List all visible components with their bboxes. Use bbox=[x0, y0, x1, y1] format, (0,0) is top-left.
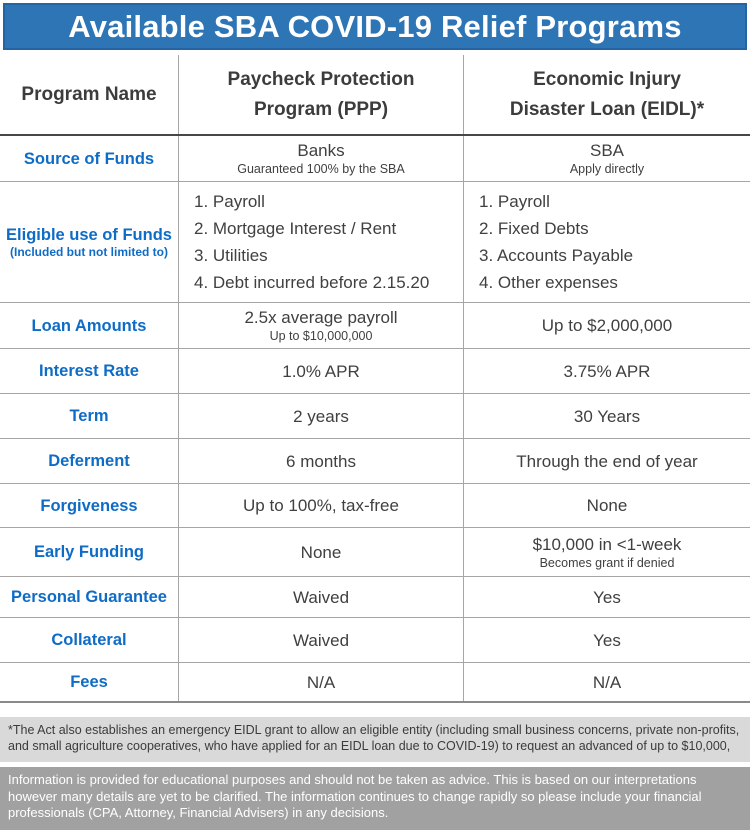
cell-subtext: Guaranteed 100% by the SBA bbox=[237, 162, 405, 176]
table-header-row bbox=[0, 55, 750, 136]
row-label: Personal Guarantee bbox=[11, 588, 167, 606]
eidl-cell bbox=[463, 136, 750, 181]
table-body bbox=[0, 136, 750, 703]
disclaimer: Information is provided for educational purposes and should not be taken as advice. This is based on our interpretations however many details are yet to be clarified. The information continues to change rapidly so please include your financial professionals (CPA, Attorney, Financial Advisers) in any decisions. bbox=[0, 767, 750, 830]
ppp-cell bbox=[178, 439, 463, 483]
page-title: Available SBA COVID-19 Relief Programs bbox=[68, 8, 682, 44]
ppp-cell bbox=[178, 484, 463, 527]
row-label-cell bbox=[0, 484, 178, 527]
column-header-program-name bbox=[0, 55, 178, 134]
cell-subtext: Up to $10,000,000 bbox=[269, 329, 373, 343]
list-item: 4. Debt incurred before 2.15.20 bbox=[194, 273, 430, 292]
comparison-table bbox=[0, 55, 750, 703]
table-row bbox=[0, 577, 750, 618]
cell-value: N/A bbox=[306, 672, 336, 692]
cell-value: Waived bbox=[292, 587, 350, 607]
list-item: 2. Fixed Debts bbox=[479, 219, 589, 238]
list-item: 1. Payroll bbox=[194, 192, 265, 211]
table-row bbox=[0, 182, 750, 303]
cell-value: 30 Years bbox=[573, 406, 641, 426]
ppp-cell bbox=[178, 528, 463, 576]
cell-value: None bbox=[586, 496, 628, 515]
table-row bbox=[0, 618, 750, 663]
cell-value: Up to 100%, tax-free bbox=[243, 496, 399, 515]
table-row bbox=[0, 528, 750, 577]
column-header-eidl bbox=[463, 55, 750, 134]
list-item: 2. Mortgage Interest / Rent bbox=[194, 219, 397, 238]
row-label: Forgiveness bbox=[40, 496, 138, 515]
cell-value: 6 months bbox=[286, 451, 356, 471]
column-header-label: Program (PPP) bbox=[253, 98, 389, 120]
cell-value: 1.0% APR bbox=[282, 361, 360, 381]
column-header-label: Economic Injury bbox=[533, 68, 681, 90]
row-label-cell bbox=[0, 349, 178, 393]
eidl-cell bbox=[463, 484, 750, 527]
table-row bbox=[0, 439, 750, 484]
eidl-cell bbox=[463, 349, 750, 393]
row-label-cell bbox=[0, 303, 178, 348]
cell-value: 3.75% APR bbox=[563, 361, 651, 381]
eidl-cell bbox=[463, 182, 750, 302]
table-row bbox=[0, 136, 750, 182]
ppp-cell bbox=[178, 303, 463, 348]
column-header-label: Paycheck Protection bbox=[227, 68, 415, 90]
banner bbox=[3, 3, 747, 50]
cell-value: $10,000 in <1-week bbox=[532, 534, 682, 554]
row-label-cell bbox=[0, 394, 178, 438]
row-label: Term bbox=[69, 407, 109, 425]
row-label: Deferment bbox=[48, 452, 130, 470]
cell-value: Up to $2,000,000 bbox=[541, 316, 673, 335]
eidl-cell bbox=[463, 439, 750, 483]
eidl-cell bbox=[463, 663, 750, 701]
cell-value: None bbox=[300, 542, 342, 562]
eidl-cell bbox=[463, 577, 750, 617]
table-row bbox=[0, 394, 750, 439]
eidl-cell bbox=[463, 394, 750, 438]
cell-value: Yes bbox=[593, 630, 621, 650]
row-label-cell bbox=[0, 618, 178, 662]
row-label: Loan Amounts bbox=[31, 316, 147, 335]
ppp-cell bbox=[178, 136, 463, 181]
column-header-label: Program Name bbox=[21, 83, 157, 105]
row-label: Source of Funds bbox=[23, 149, 155, 168]
list-item: 4. Other expenses bbox=[479, 273, 618, 292]
footnote: *The Act also establishes an emergency EIDL grant to allow an eligible entity (including small business concerns, private non-profits, and small agriculture cooperatives, who have applied for an EIDL loan due to COVID-19) to request an advanced of up to $10,000, bbox=[0, 717, 750, 762]
table-row bbox=[0, 484, 750, 528]
list-item: 1. Payroll bbox=[479, 192, 550, 211]
row-label-sub: (Included but not limited to) bbox=[10, 244, 168, 259]
ppp-cell bbox=[178, 349, 463, 393]
row-label-cell bbox=[0, 182, 178, 302]
row-label-cell bbox=[0, 577, 178, 617]
row-label-cell bbox=[0, 663, 178, 701]
eidl-cell bbox=[463, 618, 750, 662]
cell-subtext: Becomes grant if denied bbox=[539, 555, 675, 570]
ppp-cell bbox=[178, 577, 463, 617]
ppp-cell bbox=[178, 182, 463, 302]
eidl-cell bbox=[463, 528, 750, 576]
row-label-cell bbox=[0, 528, 178, 576]
row-label: Collateral bbox=[51, 631, 127, 649]
cell-value: 2 years bbox=[293, 406, 349, 426]
list-item: 3. Utilities bbox=[194, 246, 268, 265]
ppp-cell bbox=[178, 663, 463, 701]
table-row bbox=[0, 349, 750, 394]
eidl-cell bbox=[463, 303, 750, 348]
row-label: Early Funding bbox=[33, 543, 144, 561]
cell-value: 2.5x average payroll bbox=[244, 308, 398, 327]
cell-subtext: Apply directly bbox=[569, 162, 645, 176]
cell-value: SBA bbox=[589, 141, 625, 160]
row-label-cell bbox=[0, 136, 178, 181]
table-row bbox=[0, 663, 750, 703]
table-row bbox=[0, 303, 750, 349]
row-label-cell bbox=[0, 439, 178, 483]
row-label: Fees bbox=[70, 673, 108, 691]
column-header-ppp bbox=[178, 55, 463, 134]
row-label: Eligible use of Funds bbox=[6, 225, 172, 244]
ppp-cell bbox=[178, 618, 463, 662]
cell-value: Banks bbox=[297, 141, 345, 160]
ppp-cell bbox=[178, 394, 463, 438]
row-label: Interest Rate bbox=[39, 362, 139, 380]
list-item: 3. Accounts Payable bbox=[479, 246, 634, 265]
cell-value: Yes bbox=[593, 587, 621, 607]
cell-value: Through the end of year bbox=[516, 451, 698, 471]
cell-value: N/A bbox=[592, 672, 622, 692]
column-header-label: Disaster Loan (EIDL)* bbox=[509, 98, 705, 120]
cell-value: Waived bbox=[292, 630, 350, 650]
